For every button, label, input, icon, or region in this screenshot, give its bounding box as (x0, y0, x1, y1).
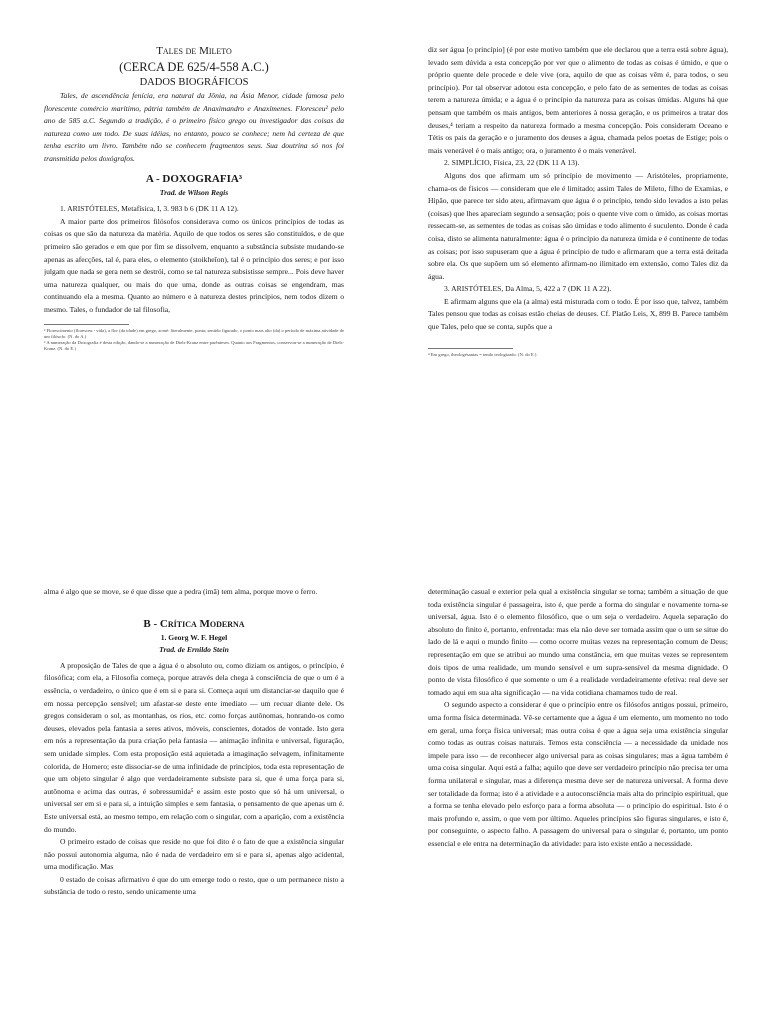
section-heading-doxography: A - DOXOGRAFIA³ (145, 172, 243, 185)
translator-credit: Trad. de Ernildo Stein (159, 645, 229, 655)
page-3 (44, 586, 344, 1024)
document-title-author: Tales de Mileto (156, 45, 232, 57)
body-paragraph: 0 estado de coisas afirmativo é que do um emerge todo o resto, que o um permanece nisto a substância de todo o resto, sendo unicamente uma (44, 874, 344, 897)
citation-heading: 2. SIMPLÍCIO, Física, 23, 22 (DK 11 A 13). (444, 158, 580, 168)
body-paragraph: O segundo aspecto a considerar é que o princípio entre os filósofos antigos possui, primeiro, uma forma física determinada. Vê-se certamente que a água é um elemento, um momento no todo em geral, uma força física universal; mas outra coisa é que a água seja uma existência singular como todas as outras coisas naturais. Temos esta consciência — a necessidade da unidade nos impele para isso — de reconhecer algo universal para as coisas singulares; mas a água também é uma coisa singular. Aqui está a falha; aquilo que deve ser verdadeiro princípio não precisa ter uma forma unilateral e singular, mas a diferença mesma deve ser de natureza universal. A forma deve ser totalidade da forma; isto é a atividade e a autoconsciência mais alta do princípio espiritual, que a forma se tenha elevado pelo esforço para a forma absoluta — o princípio do espiritual. Isto é o mais profundo e, assim, o que vem por último. Aqueles princípios são figuras singulares, e isto é, por conseguinte, o aspecto falho. A passagem do universal para o singular é, portanto, um ponto essencial e ele entra na determinação da atividade: para isto existe então a necessidade. (428, 700, 728, 848)
body-paragraph: alma é algo que se move, se é que disse que a pedra (imã) tem alma, porque move o ferro. (44, 587, 318, 596)
document-title-dates: (CERCA DE 625/4-558 A.C.) (119, 60, 269, 74)
page-4 (428, 586, 728, 1024)
body-paragraph: determinação casual e exterior pela qual a existência singular se torna; também a situação de que toda existência singular é passageira, isto é, que perde a forma do singular e novamente torna-se universal, água. Isto é o elemento filosófico, que o um seja o verdadeiro. Aquela separação do absoluto do finito é, portanto, enfrentada: mas ela não deve ser tomada assim que o um se situe do lado de lá e aqui o mundo finito — como ocorre muitas vezes na representação comum de Deus; representação em que se atribui ao mundo uma constância, em que muitas vezes se representem dois tipos de uma realidade, um mundo sensível e um supra-sensível da mesma dignidade. O ponto de vista filosófico é que somente o um é a realidade verdadeiramente efetiva: real deve ser tomado aqui em sua alta significação — na vida cotidiana chamamos tudo de real. (428, 587, 728, 697)
footnote: ⁴ Em grego, theologésantas = tendo teologizado. (N. do E.) (428, 351, 537, 357)
body-paragraph: diz ser água [o princípio] (é por este motivo também que ele declarou que a terra está sobre água), levado sem dúvida a esta concepção por ver que o alimento de todas as coisas é úmido, e que o próprio quente dele procede e dele vive (ora, aquilo de que as coisas vêm é, para todos, o seu princípio). Por tal observar adotou esta concepção, e pelo fato de as sementes de todas as coisas terem a natureza úmida; e a água é o princípio da natureza para as coisas úmidas. Alguns há que pensam que também os mais antigos, bem anteriores à nossa geração, e os primeiros a tratar dos deuses,⁴ teriam a respeito da natureza formado a mesma concepção. Pois consideram Oceano e Tétis os pais da geração e o juramento dos deuses a água, chamada pelos poetas de Estige; pois o mais venerável é o mais antigo; ora, o juramento é o mais venerável. (428, 45, 728, 155)
footnote: ² Florescimento (floresceu - vida), a flor (da idade) em grego, acmé: literalmente, ponta; sentido figurado, o ponto mais alto (da) o período de máxima atividade de um filósofo. (N. do A.) (44, 327, 344, 339)
body-paragraph: O primeiro estado de coisas que reside no que foi dito é o fato de que a existência singular não possui autonomia alguma, não é nada de verdadeiro em si e para si, apenas algo acidental, uma modificação. Mas (44, 837, 344, 872)
body-paragraph: E afirmam alguns que ela (a alma) está misturada com o todo. É por isso que, talvez, também Tales pensou que todas as coisas estão cheias de deuses. Cf. Platão Leis, X, 899 B. Parece também que Tales, pelo que se conta, supôs que a (428, 296, 728, 332)
body-paragraph: A proposição de Tales de que a água é o absoluto ou, como diziam os antigos, o princípio, é filosófica; com ela, a Filosofia começa, porque através dela chega à consciência de que o um é a essência, o verdadeiro, o único que é em si e para si. Começa aqui um distanciar-se daquilo que é em nossa percepção sensível; um afastar-se deste ente imediato — um recuar diante dele. Os gregos consideram o sol, as montanhas, os rios, etc. como forças autônomas, honrando-os como deuses, elevados pela fantasia a seres ativos, móveis, conscientes, dotados de vontade. Isto gera em nós a representação da pura criação pela fantasia — animação infinita e universal, figuração, sem unidade simples. Com esta proposição está aquietada a imaginação selvagem, infinitamente colorida, de Homero; este dissociar-se de uma infinidade de princípios, toda esta representação de que um objeto singular é algo que verdadeiramente subsiste para si, que é uma força para si, autônoma e acima das outras, é sobressumida⁵ e assim este posto que só há um universal, o universal ser em si e para si, a intuição simples e sem fantasia, o pensamento de que apenas um é. Este universal está, ao mesmo tempo, em relação com o singular, com a aparição, com a existência do mundo. (44, 660, 344, 834)
translator-credit: Trad. de Wilson Regis (159, 187, 229, 197)
page-1 (44, 44, 344, 504)
intro-paragraph: Tales, de ascendência fenícia, era natural da Jônia, na Ásia Menor, cidade famosa pelo florescente comércio marítimo, pátria também de Anaximandro e Anaxímenes. Floresceu² pelo ano de 585 a.C. Segundo a tradição, é o primeiro físico grego ou investigador das coisas da natureza como um todo. De suas idéias, no entanto, pouco se conhece; nem há certeza de que tenha escrito um livro. Também não se conhecem fragmentos seus. Sua doutrina só nos foi transmitida pelos doxógrafos. (44, 91, 344, 163)
section-heading-biography: DADOS BIOGRÁFICOS (139, 77, 249, 88)
section-heading-modern-critique: B - Crítica Moderna (143, 617, 245, 630)
body-paragraph: Alguns dos que afirmam um só princípio de movimento — Aristóteles, propriamente, chama-os de físicos — consideram que ele é limitado; assim Tales de Mileto, filho de Examias, e Hipão, que parece ter sido ateu, afirmavam que água é o princípio, tendo sido levados a isto pelas (coisas) que lhes apareciam segundo a sensação; pois o quente vive com o úmido, as coisas mortas ressecam-se, as sementes de todas as coisas são úmidas e todo alimento é suculento. Donde é cada coisa, disto se alimenta naturalmente: água é o princípio da natureza úmida e é continente de todas as coisas; por isso supuseram que a água é princípio de tudo e afirmaram que a terra está deitada sobre ela. Os que supõem um só elemento afirmam-no ilimitado em extensão, como Tales diz da água. (428, 170, 728, 281)
subsection-heading-hegel: 1. Georg W. F. Hegel (160, 632, 228, 642)
citation-heading: 3. ARISTÓTELES, Da Alma, 5, 422 a 7 (DK 11 A 22). (444, 284, 612, 294)
citation-heading: 1. ARISTÓTELES, Metafísica, I, 3. 983 b 6 (DK 11 A 12). (60, 204, 239, 214)
page-2 (428, 44, 728, 504)
footnote-divider (44, 324, 129, 325)
footnote: ³ A numeração da Doxografia é desta edição, dando-se a numeração de Diels-Kranz entre parênteses. Quanto aos Fragmentos, conservou-se a numeração de Diels-Kranz. (N. do E.) (44, 339, 344, 351)
body-paragraph: A maior parte dos primeiros filósofos considerava como os únicos princípios de todas as coisas os que são da natureza da matéria. Aquilo de que todos os seres são constituídos, e de que primeiro são gerados e em que por fim se dissolvem, enquanto a substância subsiste mudando-se apenas as afecções, tal é, para eles, o elemento (stoikheîon), tal é o princípio dos seres; e por isso julgam que nada se gera nem se destrói, como se tal natureza subsistisse sempre... Pois deve haver uma natureza qualquer, ou mais do que uma, donde as outras coisas se engendram, mas continuando ela a mesma. Quanto ao número e à natureza destes princípios, nem todos dizem o mesmo. Tales, o fundador de tal filosofia, (44, 216, 344, 314)
footnote-divider (428, 348, 513, 349)
